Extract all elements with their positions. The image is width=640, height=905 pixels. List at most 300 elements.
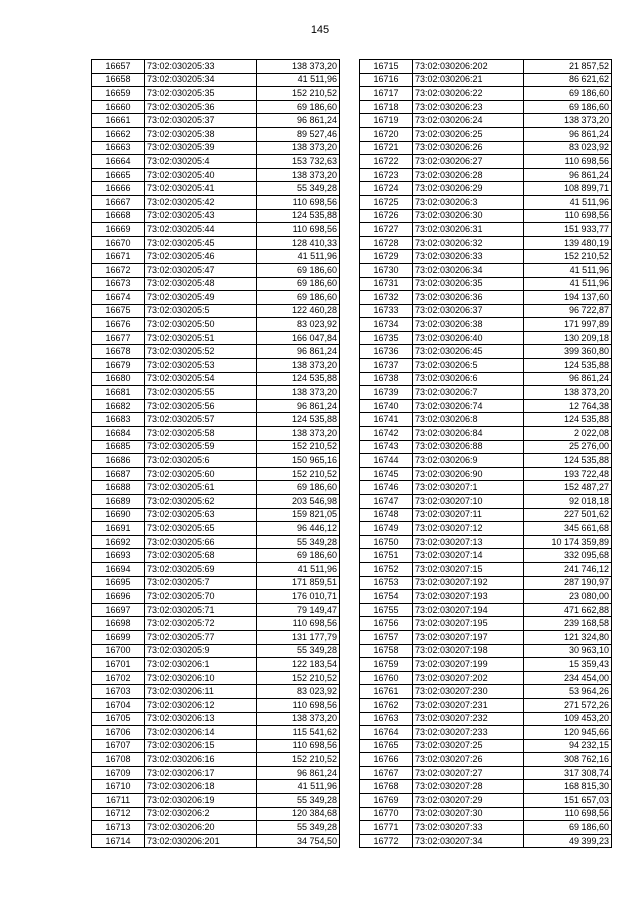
- amount-cell: 227 501,62: [524, 508, 612, 522]
- cadastral-number-cell: 73:02:030206:18: [145, 780, 257, 794]
- cadastral-number-cell: 73:02:030205:59: [145, 440, 257, 454]
- amount-cell: 94 232,15: [524, 739, 612, 753]
- amount-cell: 41 511,96: [257, 250, 340, 264]
- table-row: [360, 399, 612, 413]
- amount-cell: 241 746,12: [524, 562, 612, 576]
- cadastral-number-cell: 73:02:030206:34: [413, 263, 524, 277]
- row-number-cell: 16705: [92, 712, 145, 726]
- amount-cell: 110 698,56: [524, 807, 612, 821]
- amount-cell: 124 535,88: [257, 209, 340, 223]
- row-number-cell: 16766: [360, 753, 413, 767]
- cadastral-number-cell: 73:02:030205:9: [145, 644, 257, 658]
- table-row: [360, 291, 612, 305]
- table-row: [360, 617, 612, 631]
- cadastral-number-cell: 73:02:030205:62: [145, 495, 257, 509]
- row-number-cell: 16681: [92, 386, 145, 400]
- table-row: [360, 794, 612, 808]
- table-row: [92, 780, 340, 794]
- cadastral-number-cell: 73:02:030206:17: [145, 766, 257, 780]
- table-row: [360, 73, 612, 87]
- amount-cell: 23 080,00: [524, 590, 612, 604]
- cadastral-number-cell: 73:02:030207:199: [413, 658, 524, 672]
- row-number-cell: 16675: [92, 304, 145, 318]
- cadastral-number-cell: 73:02:030205:71: [145, 603, 257, 617]
- table-row: [92, 590, 340, 604]
- row-number-cell: 16739: [360, 386, 413, 400]
- row-number-cell: 16672: [92, 263, 145, 277]
- cadastral-number-cell: 73:02:030206:38: [413, 318, 524, 332]
- cadastral-number-cell: 73:02:030207:10: [413, 495, 524, 509]
- cadastral-number-cell: 73:02:030205:41: [145, 182, 257, 196]
- table-row: [360, 236, 612, 250]
- cadastral-number-cell: 73:02:030207:233: [413, 726, 524, 740]
- amount-cell: 69 186,60: [524, 821, 612, 835]
- row-number-cell: 16713: [92, 821, 145, 835]
- table-row: [360, 698, 612, 712]
- cadastral-number-cell: 73:02:030207:29: [413, 794, 524, 808]
- amount-cell: 2 022,08: [524, 427, 612, 441]
- table-row: [360, 345, 612, 359]
- table-row: [92, 359, 340, 373]
- cadastral-number-cell: 73:02:030205:72: [145, 617, 257, 631]
- cadastral-number-cell: 73:02:030206:6: [413, 372, 524, 386]
- row-number-cell: 16757: [360, 630, 413, 644]
- amount-cell: 124 535,88: [257, 372, 340, 386]
- table-row: [92, 535, 340, 549]
- amount-cell: 69 186,60: [257, 549, 340, 563]
- amount-cell: 110 698,56: [524, 209, 612, 223]
- cadastral-number-cell: 73:02:030206:8: [413, 413, 524, 427]
- row-number-cell: 16771: [360, 821, 413, 835]
- table-row: [92, 630, 340, 644]
- amount-cell: 152 210,52: [257, 753, 340, 767]
- cadastral-number-cell: 73:02:030207:12: [413, 522, 524, 536]
- row-number-cell: 16733: [360, 304, 413, 318]
- cadastral-number-cell: 73:02:030205:42: [145, 195, 257, 209]
- table-row: [92, 386, 340, 400]
- table-row: [92, 331, 340, 345]
- amount-cell: 96 861,24: [524, 127, 612, 141]
- amount-cell: 30 963,10: [524, 644, 612, 658]
- cadastral-number-cell: 73:02:030206:201: [145, 834, 257, 848]
- table-row: [92, 413, 340, 427]
- row-number-cell: 16679: [92, 359, 145, 373]
- amount-cell: 152 487,27: [524, 481, 612, 495]
- cadastral-number-cell: 73:02:030205:37: [145, 114, 257, 128]
- amount-cell: 21 857,52: [524, 60, 612, 74]
- amount-cell: 124 535,88: [524, 454, 612, 468]
- row-number-cell: 16754: [360, 590, 413, 604]
- table-row: [92, 644, 340, 658]
- row-number-cell: 16734: [360, 318, 413, 332]
- amount-cell: 271 572,26: [524, 698, 612, 712]
- table-row: [360, 780, 612, 794]
- amount-cell: 55 349,28: [257, 821, 340, 835]
- table-row: [360, 658, 612, 672]
- amount-cell: 308 762,16: [524, 753, 612, 767]
- table-row: [360, 766, 612, 780]
- row-number-cell: 16673: [92, 277, 145, 291]
- table-row: [360, 440, 612, 454]
- row-number-cell: 16669: [92, 223, 145, 237]
- cadastral-number-cell: 73:02:030205:51: [145, 331, 257, 345]
- row-number-cell: 16740: [360, 399, 413, 413]
- amount-cell: 55 349,28: [257, 535, 340, 549]
- table-row: [360, 304, 612, 318]
- table-row: [360, 834, 612, 848]
- amount-cell: 96 861,24: [257, 766, 340, 780]
- table-row: [92, 100, 340, 114]
- amount-cell: 96 861,24: [257, 399, 340, 413]
- row-number-cell: 16696: [92, 590, 145, 604]
- cadastral-number-cell: 73:02:030206:74: [413, 399, 524, 413]
- amount-cell: 115 541,62: [257, 726, 340, 740]
- cadastral-number-cell: 73:02:030205:7: [145, 576, 257, 590]
- cadastral-number-cell: 73:02:030205:39: [145, 141, 257, 155]
- table-row: [360, 100, 612, 114]
- amount-cell: 138 373,20: [257, 359, 340, 373]
- cadastral-number-cell: 73:02:030205:54: [145, 372, 257, 386]
- amount-cell: 69 186,60: [524, 100, 612, 114]
- table-row: [360, 454, 612, 468]
- row-number-cell: 16755: [360, 603, 413, 617]
- amount-cell: 96 722,87: [524, 304, 612, 318]
- row-number-cell: 16659: [92, 87, 145, 101]
- amount-cell: 131 177,79: [257, 630, 340, 644]
- row-number-cell: 16769: [360, 794, 413, 808]
- table-row: [360, 481, 612, 495]
- amount-cell: 69 186,60: [257, 277, 340, 291]
- row-number-cell: 16738: [360, 372, 413, 386]
- table-row: [92, 195, 340, 209]
- row-number-cell: 16683: [92, 413, 145, 427]
- cadastral-number-cell: 73:02:030206:40: [413, 331, 524, 345]
- row-number-cell: 16723: [360, 168, 413, 182]
- row-number-cell: 16760: [360, 671, 413, 685]
- row-number-cell: 16700: [92, 644, 145, 658]
- amount-cell: 120 384,68: [257, 807, 340, 821]
- table-row: [92, 87, 340, 101]
- row-number-cell: 16732: [360, 291, 413, 305]
- row-number-cell: 16680: [92, 372, 145, 386]
- table-row: [92, 617, 340, 631]
- row-number-cell: 16689: [92, 495, 145, 509]
- row-number-cell: 16727: [360, 223, 413, 237]
- table-row: [360, 168, 612, 182]
- cadastral-number-cell: 73:02:030206:45: [413, 345, 524, 359]
- row-number-cell: 16741: [360, 413, 413, 427]
- row-number-cell: 16693: [92, 549, 145, 563]
- row-number-cell: 16751: [360, 549, 413, 563]
- amount-cell: 55 349,28: [257, 794, 340, 808]
- cadastral-number-cell: 73:02:030207:14: [413, 549, 524, 563]
- row-number-cell: 16661: [92, 114, 145, 128]
- row-number-cell: 16710: [92, 780, 145, 794]
- cadastral-number-cell: 73:02:030207:13: [413, 535, 524, 549]
- row-number-cell: 16690: [92, 508, 145, 522]
- table-row: [92, 658, 340, 672]
- cadastral-number-cell: 73:02:030207:27: [413, 766, 524, 780]
- row-number-cell: 16698: [92, 617, 145, 631]
- cadastral-number-cell: 73:02:030205:38: [145, 127, 257, 141]
- cadastral-number-cell: 73:02:030205:6: [145, 454, 257, 468]
- cadastral-number-cell: 73:02:030205:34: [145, 73, 257, 87]
- table-row: [92, 141, 340, 155]
- cadastral-number-cell: 73:02:030205:55: [145, 386, 257, 400]
- row-number-cell: 16676: [92, 318, 145, 332]
- table-row: [360, 739, 612, 753]
- row-number-cell: 16746: [360, 481, 413, 495]
- left-register-table: [91, 59, 340, 848]
- amount-cell: 89 527,46: [257, 127, 340, 141]
- table-row: [92, 685, 340, 699]
- row-number-cell: 16715: [360, 60, 413, 74]
- amount-cell: 124 535,88: [524, 413, 612, 427]
- table-row: [360, 114, 612, 128]
- amount-cell: 399 360,80: [524, 345, 612, 359]
- table-row: [360, 726, 612, 740]
- cadastral-number-cell: 73:02:030206:202: [413, 60, 524, 74]
- amount-cell: 15 359,43: [524, 658, 612, 672]
- table-row: [92, 821, 340, 835]
- row-number-cell: 16737: [360, 359, 413, 373]
- cadastral-number-cell: 73:02:030206:11: [145, 685, 257, 699]
- amount-cell: 96 861,24: [524, 372, 612, 386]
- row-number-cell: 16731: [360, 277, 413, 291]
- row-number-cell: 16748: [360, 508, 413, 522]
- row-number-cell: 16660: [92, 100, 145, 114]
- amount-cell: 176 010,71: [257, 590, 340, 604]
- amount-cell: 41 511,96: [257, 73, 340, 87]
- table-row: [360, 386, 612, 400]
- table-row: [360, 141, 612, 155]
- cadastral-number-cell: 73:02:030207:15: [413, 562, 524, 576]
- cadastral-number-cell: 73:02:030206:12: [145, 698, 257, 712]
- amount-cell: 86 621,62: [524, 73, 612, 87]
- cadastral-number-cell: 73:02:030205:61: [145, 481, 257, 495]
- amount-cell: 108 899,71: [524, 182, 612, 196]
- amount-cell: 41 511,96: [524, 277, 612, 291]
- amount-cell: 138 373,20: [257, 712, 340, 726]
- table-row: [92, 549, 340, 563]
- cadastral-number-cell: 73:02:030205:49: [145, 291, 257, 305]
- row-number-cell: 16674: [92, 291, 145, 305]
- table-row: [92, 277, 340, 291]
- table-row: [92, 236, 340, 250]
- amount-cell: 138 373,20: [257, 168, 340, 182]
- table-row: [360, 576, 612, 590]
- row-number-cell: 16768: [360, 780, 413, 794]
- amount-cell: 120 945,66: [524, 726, 612, 740]
- row-number-cell: 16686: [92, 454, 145, 468]
- row-number-cell: 16717: [360, 87, 413, 101]
- table-row: [92, 114, 340, 128]
- table-row: [360, 753, 612, 767]
- amount-cell: 130 209,18: [524, 331, 612, 345]
- table-row: [92, 318, 340, 332]
- row-number-cell: 16730: [360, 263, 413, 277]
- cadastral-number-cell: 73:02:030206:1: [145, 658, 257, 672]
- table-row: [360, 331, 612, 345]
- table-row: [360, 413, 612, 427]
- row-number-cell: 16663: [92, 141, 145, 155]
- row-number-cell: 16701: [92, 658, 145, 672]
- cadastral-number-cell: 73:02:030206:25: [413, 127, 524, 141]
- table-row: [92, 766, 340, 780]
- amount-cell: 55 349,28: [257, 182, 340, 196]
- table-row: [92, 794, 340, 808]
- row-number-cell: 16763: [360, 712, 413, 726]
- row-number-cell: 16685: [92, 440, 145, 454]
- table-row: [92, 291, 340, 305]
- table-row: [92, 345, 340, 359]
- page-number: 145: [310, 24, 330, 36]
- amount-cell: 150 965,16: [257, 454, 340, 468]
- table-row: [360, 60, 612, 74]
- amount-cell: 110 698,56: [257, 698, 340, 712]
- cadastral-number-cell: 73:02:030206:9: [413, 454, 524, 468]
- row-number-cell: 16764: [360, 726, 413, 740]
- amount-cell: 159 821,05: [257, 508, 340, 522]
- amount-cell: 194 137,60: [524, 291, 612, 305]
- table-row: [92, 807, 340, 821]
- cadastral-number-cell: 73:02:030207:232: [413, 712, 524, 726]
- cadastral-number-cell: 73:02:030207:26: [413, 753, 524, 767]
- amount-cell: 41 511,96: [524, 263, 612, 277]
- amount-cell: 96 861,24: [257, 345, 340, 359]
- row-number-cell: 16658: [92, 73, 145, 87]
- row-number-cell: 16706: [92, 726, 145, 740]
- cadastral-number-cell: 73:02:030206:10: [145, 671, 257, 685]
- table-row: [92, 60, 340, 74]
- table-row: [92, 399, 340, 413]
- table-row: [360, 87, 612, 101]
- cadastral-number-cell: 73:02:030205:4: [145, 155, 257, 169]
- cadastral-number-cell: 73:02:030205:5: [145, 304, 257, 318]
- amount-cell: 110 698,56: [524, 155, 612, 169]
- amount-cell: 109 453,20: [524, 712, 612, 726]
- table-row: [92, 168, 340, 182]
- row-number-cell: 16735: [360, 331, 413, 345]
- amount-cell: 12 764,38: [524, 399, 612, 413]
- row-number-cell: 16729: [360, 250, 413, 264]
- table-row: [92, 508, 340, 522]
- cadastral-number-cell: 73:02:030206:32: [413, 236, 524, 250]
- table-row: [360, 195, 612, 209]
- amount-cell: 10 174 359,89: [524, 535, 612, 549]
- row-number-cell: 16736: [360, 345, 413, 359]
- cadastral-number-cell: 73:02:030205:48: [145, 277, 257, 291]
- cadastral-number-cell: 73:02:030205:44: [145, 223, 257, 237]
- table-row: [92, 454, 340, 468]
- row-number-cell: 16703: [92, 685, 145, 699]
- cadastral-number-cell: 73:02:030207:193: [413, 590, 524, 604]
- table-row: [92, 440, 340, 454]
- table-row: [360, 372, 612, 386]
- table-row: [92, 726, 340, 740]
- amount-cell: 41 511,96: [524, 195, 612, 209]
- row-number-cell: 16749: [360, 522, 413, 536]
- cadastral-number-cell: 73:02:030206:36: [413, 291, 524, 305]
- table-row: [92, 155, 340, 169]
- cadastral-number-cell: 73:02:030207:230: [413, 685, 524, 699]
- cadastral-number-cell: 73:02:030206:35: [413, 277, 524, 291]
- cadastral-number-cell: 73:02:030205:57: [145, 413, 257, 427]
- amount-cell: 152 210,52: [257, 467, 340, 481]
- row-number-cell: 16671: [92, 250, 145, 264]
- cadastral-number-cell: 73:02:030205:43: [145, 209, 257, 223]
- amount-cell: 138 373,20: [524, 386, 612, 400]
- row-number-cell: 16714: [92, 834, 145, 848]
- amount-cell: 152 210,52: [257, 440, 340, 454]
- row-number-cell: 16759: [360, 658, 413, 672]
- row-number-cell: 16688: [92, 481, 145, 495]
- cadastral-number-cell: 73:02:030205:35: [145, 87, 257, 101]
- cadastral-number-cell: 73:02:030207:11: [413, 508, 524, 522]
- amount-cell: 203 546,98: [257, 495, 340, 509]
- cadastral-number-cell: 73:02:030205:66: [145, 535, 257, 549]
- row-number-cell: 16692: [92, 535, 145, 549]
- cadastral-number-cell: 73:02:030205:56: [145, 399, 257, 413]
- amount-cell: 69 186,60: [257, 291, 340, 305]
- amount-cell: 152 210,52: [524, 250, 612, 264]
- row-number-cell: 16704: [92, 698, 145, 712]
- row-number-cell: 16722: [360, 155, 413, 169]
- row-number-cell: 16750: [360, 535, 413, 549]
- table-row: [92, 304, 340, 318]
- row-number-cell: 16665: [92, 168, 145, 182]
- table-row: [92, 495, 340, 509]
- row-number-cell: 16767: [360, 766, 413, 780]
- row-number-cell: 16772: [360, 834, 413, 848]
- right-table-body: [360, 60, 612, 848]
- row-number-cell: 16716: [360, 73, 413, 87]
- cadastral-number-cell: 73:02:030205:68: [145, 549, 257, 563]
- table-row: [360, 535, 612, 549]
- amount-cell: 128 410,33: [257, 236, 340, 250]
- cadastral-number-cell: 73:02:030206:16: [145, 753, 257, 767]
- table-row: [92, 467, 340, 481]
- cadastral-number-cell: 73:02:030206:28: [413, 168, 524, 182]
- amount-cell: 317 308,74: [524, 766, 612, 780]
- cadastral-number-cell: 73:02:030206:24: [413, 114, 524, 128]
- amount-cell: 96 861,24: [524, 168, 612, 182]
- table-row: [92, 427, 340, 441]
- row-number-cell: 16707: [92, 739, 145, 753]
- cadastral-number-cell: 73:02:030206:88: [413, 440, 524, 454]
- cadastral-number-cell: 73:02:030206:22: [413, 87, 524, 101]
- amount-cell: 96 861,24: [257, 114, 340, 128]
- cadastral-number-cell: 73:02:030206:90: [413, 467, 524, 481]
- amount-cell: 122 183,54: [257, 658, 340, 672]
- table-row: [92, 562, 340, 576]
- table-row: [92, 671, 340, 685]
- cadastral-number-cell: 73:02:030206:37: [413, 304, 524, 318]
- amount-cell: 49 399,23: [524, 834, 612, 848]
- table-row: [360, 630, 612, 644]
- row-number-cell: 16744: [360, 454, 413, 468]
- amount-cell: 471 662,88: [524, 603, 612, 617]
- amount-cell: 138 373,20: [257, 386, 340, 400]
- row-number-cell: 16694: [92, 562, 145, 576]
- amount-cell: 171 997,89: [524, 318, 612, 332]
- cadastral-number-cell: 73:02:030207:1: [413, 481, 524, 495]
- amount-cell: 25 276,00: [524, 440, 612, 454]
- amount-cell: 138 373,20: [257, 141, 340, 155]
- cadastral-number-cell: 73:02:030205:77: [145, 630, 257, 644]
- row-number-cell: 16702: [92, 671, 145, 685]
- amount-cell: 138 373,20: [257, 427, 340, 441]
